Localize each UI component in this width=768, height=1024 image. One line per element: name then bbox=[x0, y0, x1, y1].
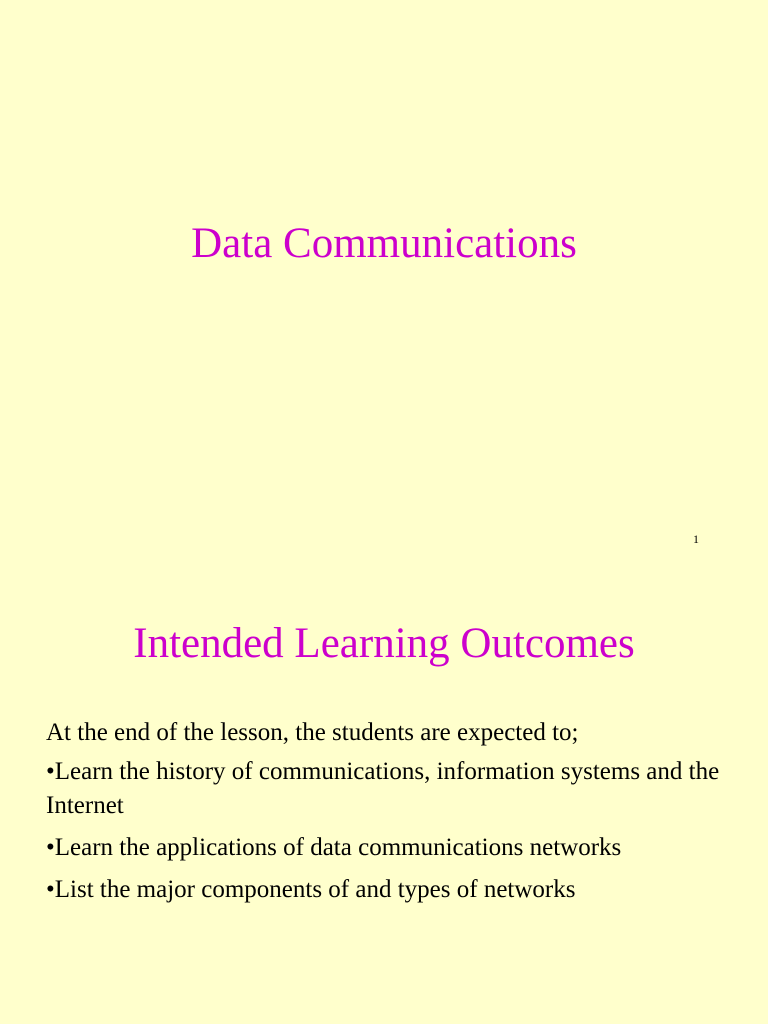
intro-text: At the end of the lesson, the students are expected to; bbox=[46, 719, 579, 746]
page-number: 1 bbox=[693, 532, 699, 546]
slide-2 bbox=[0, 576, 768, 1024]
slide-title: Intended Learning Outcomes bbox=[133, 620, 635, 667]
slide-title: Data Communications bbox=[191, 220, 577, 267]
bullet-item: •Learn the applications of data communications networks bbox=[46, 834, 622, 861]
bullet-list bbox=[46, 755, 726, 907]
slide-body bbox=[46, 716, 726, 915]
bullet-item: •Learn the history of communications, information systems and the Internet bbox=[46, 758, 720, 819]
bullet-item: •List the major components of and types of networks bbox=[46, 876, 576, 903]
